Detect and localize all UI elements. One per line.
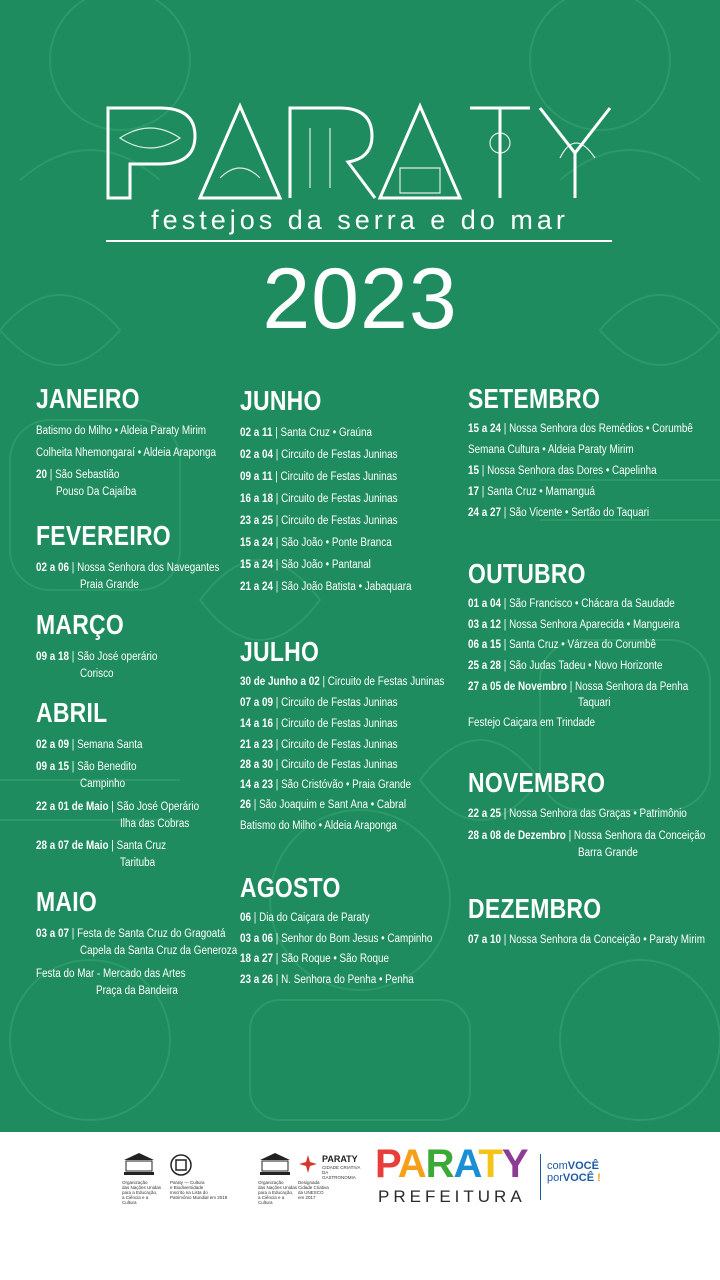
month-maio: MAIO [36, 886, 97, 917]
event: 15 a 24 | São João • Ponte Branca [240, 537, 392, 549]
event: 21 a 23 | Circuito de Festas Juninas [240, 739, 398, 751]
unesco-text-2: Organização das Nações Unidas para a Educação, a Ciência e a Cultura [258, 1180, 298, 1205]
event: 14 a 23 | São Cristóvão • Praia Grande [240, 779, 411, 791]
creative-city-icon [298, 1154, 318, 1174]
event: 28 a 30 | Circuito de Festas Juninas [240, 759, 398, 771]
prefeitura-label: PREFEITURA [378, 1187, 526, 1206]
month-marco: MARÇO [36, 609, 124, 640]
event: 28 a 08 de Dezembro | Nossa Senhora da Conceição [468, 830, 706, 842]
event: 25 a 28 | São Judas Tadeu • Novo Horizonte [468, 660, 663, 672]
event: Batismo do Milho • Aldeia Araponga [240, 820, 397, 832]
event: Semana Cultura • Aldeia Paraty Mirim [468, 444, 634, 456]
event: 06 | Dia do Caiçara de Paraty [240, 912, 370, 924]
title-rule [106, 240, 612, 242]
event: 02 a 06 | Nossa Senhora dos Navegantes [36, 562, 220, 574]
month-dezembro: DEZEMBRO [468, 893, 602, 924]
event: 17 | Santa Cruz • Mamanguá [468, 486, 595, 498]
event: 06 a 15 | Santa Cruz • Várzea do Corumbê [468, 639, 657, 651]
event: 23 a 25 | Circuito de Festas Juninas [240, 515, 398, 527]
prefeitura-logo: PARATY [375, 1142, 528, 1186]
event-detail: Capela da Santa Cruz da Generoza [80, 945, 238, 957]
month-agosto: AGOSTO [240, 872, 341, 903]
event: 15 a 24 | São João • Pantanal [240, 559, 371, 571]
event: 15 | Nossa Senhora das Dores • Capelinha [468, 465, 657, 477]
event: 23 a 26 | N. Senhora do Penha • Penha [240, 974, 414, 986]
world-heritage-icon [170, 1154, 192, 1176]
event-detail: Pouso Da Cajaíba [56, 486, 137, 498]
event: 27 a 05 de Novembro | Nossa Senhora da Penha [468, 681, 689, 693]
subtitle: festejos da serra e do mar [151, 205, 569, 235]
event: 02 a 09 | Semana Santa [36, 739, 143, 751]
paraty-logo [100, 98, 620, 208]
event: Colheita Nhemongaraí • Aldeia Araponga [36, 447, 216, 459]
event-detail: Praia Grande [80, 579, 139, 591]
event: 21 a 24 | São João Batista • Jabaquara [240, 581, 412, 593]
com-voce-tagline: comVOCÊ porVOCÊ ! [547, 1160, 601, 1184]
event-detail: Corisco [80, 668, 114, 680]
event-detail: Campinho [80, 778, 126, 790]
month-abril: ABRIL [36, 697, 108, 728]
footer [0, 1132, 720, 1280]
creative-city-text: Designada Cidade Criativa da UNESCO em 2017 [298, 1180, 329, 1200]
event-detail: Tarituba [120, 857, 156, 869]
event: 02 a 11 | Santa Cruz • Graúna [240, 427, 372, 439]
event: 22 a 25 | Nossa Senhora das Graças • Patrimônio [468, 808, 687, 820]
event: 30 de Junho a 02 | Circuito de Festas Juninas [240, 676, 445, 688]
month-junho: JUNHO [240, 385, 322, 416]
event-detail: Ilha das Cobras [120, 818, 190, 830]
event-detail: Barra Grande [578, 847, 638, 859]
event: 20 | São Sebastião [36, 469, 120, 481]
event: 07 a 09 | Circuito de Festas Juninas [240, 697, 398, 709]
heritage-text: Paraty — Cultura e Biodiversidade Inscrito na Lista do Patrimônio Mundial em 2019 [170, 1180, 228, 1200]
month-fevereiro: FEVEREIRO [36, 520, 171, 551]
event: 03 a 07 | Festa de Santa Cruz do Gragoatá [36, 928, 226, 940]
event: 09 a 18 | São José operário [36, 651, 158, 663]
paraty-creative-title: PARATY [322, 1154, 358, 1164]
event: 26 | São Joaquim e Sant Ana • Cabral [240, 799, 407, 811]
event: 18 a 27 | São Roque • São Roque [240, 953, 390, 965]
event: 15 a 24 | Nossa Senhora dos Remédios • Corumbê [468, 423, 693, 435]
unesco-logo-icon [258, 1152, 292, 1176]
month-setembro: SETEMBRO [468, 383, 601, 414]
event: 03 a 06 | Senhor do Bom Jesus • Campinho [240, 933, 433, 945]
event: 28 a 07 de Maio | Santa Cruz [36, 840, 167, 852]
year: 2023 [262, 251, 458, 347]
event: 01 a 04 | São Francisco • Chácara da Saudade [468, 598, 675, 610]
event: 02 a 04 | Circuito de Festas Juninas [240, 449, 398, 461]
event: 09 a 11 | Circuito de Festas Juninas [240, 471, 398, 483]
event: 09 a 15 | São Benedito [36, 761, 137, 773]
paraty-creative-sub: CIDADE CRIATIVA DA GASTRONOMIA [322, 1165, 361, 1180]
event: 16 a 18 | Circuito de Festas Juninas [240, 493, 398, 505]
month-julho: JULHO [240, 636, 320, 667]
month-novembro: NOVEMBRO [468, 767, 606, 798]
event-detail: Taquari [578, 697, 611, 709]
month-janeiro: JANEIRO [36, 383, 140, 414]
event: 03 a 12 | Nossa Senhora Aparecida • Mangueira [468, 619, 680, 631]
event: 07 a 10 | Nossa Senhora da Conceição • Paraty Mirim [468, 934, 705, 946]
event: 14 a 16 | Circuito de Festas Juninas [240, 718, 398, 730]
event: Festa do Mar - Mercado das Artes [36, 968, 186, 980]
event: 24 a 27 | São Vicente • Sertão do Taquari [468, 507, 650, 519]
event-detail: Praça da Bandeira [96, 985, 178, 997]
event: 22 a 01 de Maio | São José Operário [36, 801, 200, 813]
event: Festejo Caiçara em Trindade [468, 717, 595, 729]
month-outubro: OUTUBRO [468, 558, 586, 589]
footer-divider [540, 1154, 541, 1200]
unesco-text-1: Organização das Nações Unidas para a Educação, a Ciência e a Cultura [122, 1180, 162, 1205]
event: Batismo do Milho • Aldeia Paraty Mirim [36, 425, 207, 437]
unesco-logo-icon [122, 1152, 156, 1176]
